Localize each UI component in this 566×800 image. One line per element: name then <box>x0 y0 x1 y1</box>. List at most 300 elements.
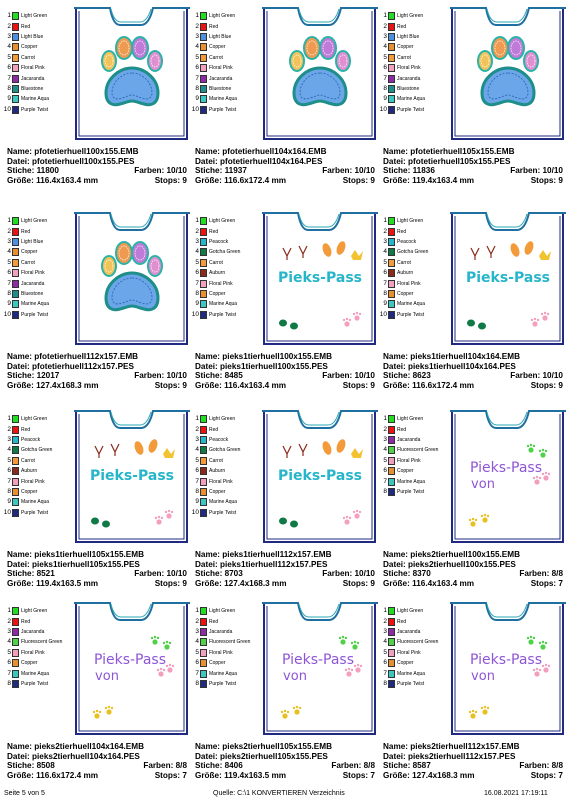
color-index: 9 <box>383 300 387 308</box>
stop-count: Stops: 9 <box>530 380 563 390</box>
design-card <box>191 5 379 202</box>
color-swatch <box>200 43 207 51</box>
color-swatch <box>388 85 395 93</box>
color-legend <box>3 606 73 689</box>
stitch-count: Stiche: 8485 <box>195 371 243 381</box>
info-stitches-row <box>195 761 375 771</box>
color-legend-item <box>3 73 73 83</box>
color-index: 1 <box>383 415 387 423</box>
design-name: Name: pieks1tierhuell100x155.EMB <box>195 352 332 361</box>
color-name: Floral Pink <box>21 649 45 656</box>
color-name: Jacaranda <box>21 280 45 287</box>
color-index: 8 <box>7 84 11 92</box>
color-swatch <box>200 680 207 688</box>
design-preview <box>449 410 566 544</box>
color-index: 8 <box>195 84 199 92</box>
design-preview-frame <box>261 602 379 736</box>
design-file: Datei: pieks1tierhuell105x155.PES <box>7 559 140 569</box>
color-legend-item <box>379 216 449 226</box>
design-preview <box>261 7 379 141</box>
color-swatch <box>388 426 395 434</box>
color-legend-item <box>3 616 73 626</box>
stitch-count: Stiche: 8623 <box>383 371 431 381</box>
color-legend-item <box>191 105 261 115</box>
stop-count: Stops: 9 <box>530 175 563 185</box>
color-index: 7 <box>195 669 199 677</box>
color-legend-item <box>379 466 449 476</box>
color-index: 2 <box>383 425 387 433</box>
color-legend-item <box>3 258 73 268</box>
pieks-pass-motif <box>469 444 550 527</box>
color-name: Carrot <box>21 259 35 266</box>
color-index: 3 <box>383 237 387 245</box>
color-swatch <box>388 628 395 636</box>
color-swatch <box>388 607 395 615</box>
color-count: Farben: 8/8 <box>519 761 563 771</box>
color-swatch <box>388 280 395 288</box>
color-name: Purple Twist <box>209 106 237 113</box>
color-legend-item <box>379 32 449 42</box>
color-swatch <box>12 248 19 256</box>
color-swatch <box>200 488 207 496</box>
color-index: 5 <box>383 53 387 61</box>
info-file-row <box>383 157 563 167</box>
color-index: 4 <box>195 248 199 256</box>
color-legend-item <box>191 424 261 434</box>
color-index: 7 <box>195 477 199 485</box>
color-count: Farben: 10/10 <box>322 166 375 176</box>
color-swatch <box>200 64 207 72</box>
color-name: Marine Aqua <box>209 670 238 677</box>
color-name: Marine Aqua <box>21 96 50 103</box>
color-name: Jacaranda <box>21 75 45 82</box>
stitch-count: Stiche: 11836 <box>383 166 435 176</box>
color-legend-item <box>3 216 73 226</box>
color-swatch <box>200 436 207 444</box>
color-legend-item <box>191 476 261 486</box>
color-swatch <box>200 300 207 308</box>
color-name: Carrot <box>397 54 411 61</box>
info-size-row <box>195 771 375 781</box>
color-legend-item <box>379 658 449 668</box>
color-index: 1 <box>195 217 199 225</box>
pieks-pass-motif <box>469 636 550 719</box>
design-file: Datei: pieks2tierhuell105x155.PES <box>195 751 328 761</box>
design-preview-frame <box>73 212 191 346</box>
color-name: Floral Pink <box>21 65 45 72</box>
color-index: 6 <box>7 269 11 277</box>
color-legend-item <box>191 278 261 288</box>
color-swatch <box>200 618 207 626</box>
color-name: Light Green <box>397 13 424 20</box>
color-name: Copper <box>21 44 38 51</box>
design-preview <box>73 410 191 544</box>
color-swatch <box>388 659 395 667</box>
color-swatch <box>200 33 207 41</box>
design-size: Größe: 119.4x163.4 mm <box>383 175 475 185</box>
color-name: Peacock <box>209 436 229 443</box>
design-card <box>379 5 566 202</box>
color-count: Farben: 10/10 <box>134 371 187 381</box>
color-legend-item <box>3 247 73 257</box>
color-legend-item <box>191 226 261 236</box>
color-swatch <box>388 680 395 688</box>
stitch-count: Stiche: 8587 <box>383 761 431 771</box>
color-count: Farben: 10/10 <box>510 166 563 176</box>
color-name: Marine Aqua <box>21 301 50 308</box>
color-swatch <box>12 457 19 465</box>
design-size: Größe: 127.4x168.3 mm <box>195 578 287 588</box>
color-name: Bluestone <box>21 290 44 297</box>
design-file: Datei: pieks2tierhuell104x164.PES <box>7 751 140 761</box>
info-file-row <box>195 752 375 762</box>
design-preview <box>449 602 566 736</box>
design-size: Größe: 116.6x172.4 mm <box>195 175 287 185</box>
color-swatch <box>388 436 395 444</box>
color-name: Floral Pink <box>397 280 421 287</box>
design-file: Datei: pfotetierhuell100x155.PES <box>7 156 135 166</box>
color-index: 10 <box>191 105 199 113</box>
color-legend-item <box>379 84 449 94</box>
design-info <box>383 742 563 780</box>
color-swatch <box>12 95 19 103</box>
color-swatch <box>12 446 19 454</box>
color-index: 8 <box>383 679 387 687</box>
color-legend-item <box>3 289 73 299</box>
design-preview <box>73 602 191 736</box>
design-info <box>7 352 187 390</box>
info-name-row <box>7 352 187 362</box>
color-swatch <box>200 426 207 434</box>
info-stitches-row <box>195 371 375 381</box>
design-name: Name: pfotetierhuell112x157.EMB <box>7 352 139 361</box>
design-name: Name: pfotetierhuell100x155.EMB <box>7 147 139 156</box>
color-index: 6 <box>195 659 199 667</box>
color-name: Red <box>397 228 407 235</box>
color-index: 10 <box>3 508 11 516</box>
color-name: Light Green <box>21 218 48 225</box>
color-index: 7 <box>383 477 387 485</box>
stitch-count: Stiche: 8370 <box>383 569 431 579</box>
design-preview-frame <box>261 410 379 544</box>
info-size-row <box>7 579 187 589</box>
color-index: 6 <box>195 467 199 475</box>
color-name: Copper <box>209 488 226 495</box>
color-index: 2 <box>195 617 199 625</box>
color-legend-item <box>3 278 73 288</box>
color-index: 2 <box>7 617 11 625</box>
color-index: 4 <box>7 248 11 256</box>
pieks-pass-text: Pieks-Pass <box>277 270 363 286</box>
color-name: Carrot <box>209 54 223 61</box>
color-swatch <box>200 659 207 667</box>
design-preview-frame <box>73 7 191 141</box>
color-index: 9 <box>7 300 11 308</box>
design-name: Name: pfotetierhuell105x155.EMB <box>383 147 515 156</box>
color-swatch <box>388 618 395 626</box>
color-legend-item <box>3 424 73 434</box>
design-preview-frame <box>449 212 566 346</box>
design-size: Größe: 116.4x163.4 mm <box>383 578 475 588</box>
color-legend-item <box>191 616 261 626</box>
color-legend-item <box>191 414 261 424</box>
color-name: Peacock <box>209 238 229 245</box>
info-stitches-row <box>383 166 563 176</box>
color-index: 5 <box>7 258 11 266</box>
color-index: 3 <box>195 237 199 245</box>
von-text: von <box>95 669 119 684</box>
color-swatch <box>200 280 207 288</box>
color-swatch <box>200 628 207 636</box>
color-swatch <box>388 638 395 646</box>
design-size: Größe: 127.4x168.3 mm <box>7 380 99 390</box>
color-name: Red <box>21 228 31 235</box>
design-preview <box>261 602 379 736</box>
info-file-row <box>383 752 563 762</box>
design-card <box>3 5 191 202</box>
color-index: 2 <box>7 425 11 433</box>
color-swatch <box>388 217 395 225</box>
color-index: 7 <box>383 74 387 82</box>
color-swatch <box>200 238 207 246</box>
color-name: Light Blue <box>21 33 44 40</box>
color-swatch <box>12 426 19 434</box>
stop-count: Stops: 9 <box>154 578 187 588</box>
color-legend-item <box>379 627 449 637</box>
color-name: Red <box>21 426 31 433</box>
color-swatch <box>200 670 207 678</box>
color-legend-item <box>379 435 449 445</box>
info-name-row <box>7 742 187 752</box>
color-legend-item <box>3 466 73 476</box>
design-info <box>7 147 187 185</box>
color-index: 2 <box>195 425 199 433</box>
color-legend-item <box>3 84 73 94</box>
color-legend-item <box>379 476 449 486</box>
color-name: Carrot <box>21 457 35 464</box>
color-legend-item <box>3 508 73 518</box>
color-index: 9 <box>195 95 199 103</box>
color-swatch <box>200 248 207 256</box>
color-legend-item <box>3 637 73 647</box>
color-name: Light Green <box>209 218 236 225</box>
pieks-pass-text: Pieks-Pass <box>281 652 355 668</box>
design-info <box>195 147 375 185</box>
color-index: 8 <box>195 679 199 687</box>
info-size-row <box>195 176 375 186</box>
color-index: 5 <box>195 456 199 464</box>
color-swatch <box>388 415 395 423</box>
color-index: 1 <box>7 12 11 20</box>
color-index: 8 <box>7 289 11 297</box>
design-info <box>7 550 187 588</box>
color-swatch <box>200 415 207 423</box>
color-name: Jacaranda <box>209 75 233 82</box>
color-legend-item <box>191 508 261 518</box>
color-name: Copper <box>209 660 226 667</box>
color-swatch <box>200 75 207 83</box>
info-stitches-row <box>383 761 563 771</box>
print-date: 16.08.2021 17:19:11 <box>484 790 548 797</box>
stitch-count: Stiche: 8406 <box>195 761 243 771</box>
design-info <box>7 742 187 780</box>
info-size-row <box>7 771 187 781</box>
design-name: Name: pieks2tierhuell105x155.EMB <box>195 742 332 751</box>
color-swatch <box>12 259 19 267</box>
color-legend-item <box>191 299 261 309</box>
color-swatch <box>200 607 207 615</box>
color-legend <box>379 11 449 115</box>
color-name: Purple Twist <box>21 311 49 318</box>
color-index: 5 <box>7 53 11 61</box>
info-stitches-row <box>195 166 375 176</box>
color-index: 6 <box>195 64 199 72</box>
color-legend-item <box>3 11 73 21</box>
info-stitches-row <box>383 371 563 381</box>
design-card <box>379 210 566 407</box>
design-file: Datei: pfotetierhuell104x164.PES <box>195 156 323 166</box>
color-index: 9 <box>7 95 11 103</box>
color-legend-item <box>379 21 449 31</box>
stop-count: Stops: 9 <box>342 380 375 390</box>
design-card <box>3 408 191 605</box>
stitch-count: Stiche: 8703 <box>195 569 243 579</box>
color-index: 7 <box>7 669 11 677</box>
design-preview <box>261 212 379 346</box>
pieks-pass-text: Pieks-Pass <box>93 652 167 668</box>
color-legend-item <box>191 487 261 497</box>
color-legend-item <box>3 32 73 42</box>
design-card <box>3 600 191 797</box>
color-index: 5 <box>383 258 387 266</box>
color-legend-item <box>191 637 261 647</box>
design-file: Datei: pfotetierhuell105x155.PES <box>383 156 511 166</box>
design-name: Name: pfotetierhuell104x164.EMB <box>195 147 327 156</box>
design-size: Größe: 116.6x172.4 mm <box>383 380 475 390</box>
color-name: Red <box>209 618 219 625</box>
color-index: 6 <box>195 269 199 277</box>
color-name: Purple Twist <box>21 106 49 113</box>
color-swatch <box>388 446 395 454</box>
color-index: 10 <box>3 105 11 113</box>
info-file-row <box>383 362 563 372</box>
color-name: Light Blue <box>209 33 232 40</box>
info-file-row <box>7 560 187 570</box>
stop-count: Stops: 7 <box>154 770 187 780</box>
color-index: 2 <box>383 617 387 625</box>
color-swatch <box>388 290 395 298</box>
paw-motif <box>102 242 162 310</box>
color-swatch <box>200 12 207 20</box>
color-index: 1 <box>195 607 199 615</box>
color-legend-item <box>3 237 73 247</box>
color-name: Auburn <box>209 468 226 475</box>
color-name: Copper <box>397 44 414 51</box>
design-file: Datei: pieks1tierhuell104x164.PES <box>383 361 516 371</box>
color-count: Farben: 8/8 <box>331 761 375 771</box>
color-name: Marine Aqua <box>397 478 426 485</box>
color-index: 3 <box>7 32 11 40</box>
color-name: Carrot <box>21 54 35 61</box>
color-legend-item <box>191 53 261 63</box>
color-swatch <box>388 649 395 657</box>
design-info <box>383 550 563 588</box>
color-legend-item <box>191 679 261 689</box>
color-index: 8 <box>383 487 387 495</box>
color-swatch <box>12 436 19 444</box>
color-legend-item <box>379 278 449 288</box>
color-swatch <box>12 618 19 626</box>
color-swatch <box>12 228 19 236</box>
stop-count: Stops: 7 <box>530 578 563 588</box>
color-name: Floral Pink <box>397 649 421 656</box>
color-swatch <box>200 467 207 475</box>
color-swatch <box>12 54 19 62</box>
color-count: Farben: 10/10 <box>322 569 375 579</box>
color-legend-item <box>3 414 73 424</box>
design-preview-frame <box>449 7 566 141</box>
color-index: 9 <box>383 95 387 103</box>
color-legend-item <box>191 32 261 42</box>
color-swatch <box>200 478 207 486</box>
color-index: 1 <box>7 607 11 615</box>
color-index: 1 <box>7 415 11 423</box>
color-name: Light Green <box>209 608 236 615</box>
color-legend-item <box>191 258 261 268</box>
color-legend-item <box>191 435 261 445</box>
color-name: Marine Aqua <box>397 301 426 308</box>
info-file-row <box>7 362 187 372</box>
color-index: 8 <box>383 84 387 92</box>
color-name: Light Green <box>21 13 48 20</box>
color-name: Gotcha Green <box>21 447 53 454</box>
color-name: Marine Aqua <box>397 670 426 677</box>
color-name: Light Green <box>397 416 424 423</box>
color-count: Farben: 10/10 <box>134 166 187 176</box>
stitch-count: Stiche: 11800 <box>7 166 59 176</box>
color-name: Red <box>21 23 31 30</box>
pieks-pass-motif <box>281 636 362 719</box>
design-preview <box>261 410 379 544</box>
color-swatch <box>388 12 395 20</box>
color-legend-item <box>379 310 449 320</box>
color-name: Red <box>209 228 219 235</box>
info-size-row <box>383 771 563 781</box>
color-index: 4 <box>7 446 11 454</box>
color-name: Copper <box>397 468 414 475</box>
design-size: Größe: 116.4x163.4 mm <box>7 175 99 185</box>
color-legend <box>3 414 73 518</box>
color-swatch <box>388 311 395 319</box>
design-preview-frame <box>261 212 379 346</box>
color-name: Jacaranda <box>397 628 421 635</box>
color-name: Bluestone <box>397 85 420 92</box>
color-legend-item <box>379 53 449 63</box>
color-legend-item <box>191 11 261 21</box>
info-stitches-row <box>7 166 187 176</box>
color-name: Fluorescent Green <box>209 639 251 646</box>
color-swatch <box>12 290 19 298</box>
design-preview <box>73 212 191 346</box>
color-index: 4 <box>383 43 387 51</box>
info-name-row <box>7 550 187 560</box>
color-legend-item <box>191 63 261 73</box>
color-swatch <box>200 259 207 267</box>
info-file-row <box>195 560 375 570</box>
color-count: Farben: 10/10 <box>134 569 187 579</box>
color-index: 6 <box>383 269 387 277</box>
design-name: Name: pieks1tierhuell104x164.EMB <box>383 352 520 361</box>
